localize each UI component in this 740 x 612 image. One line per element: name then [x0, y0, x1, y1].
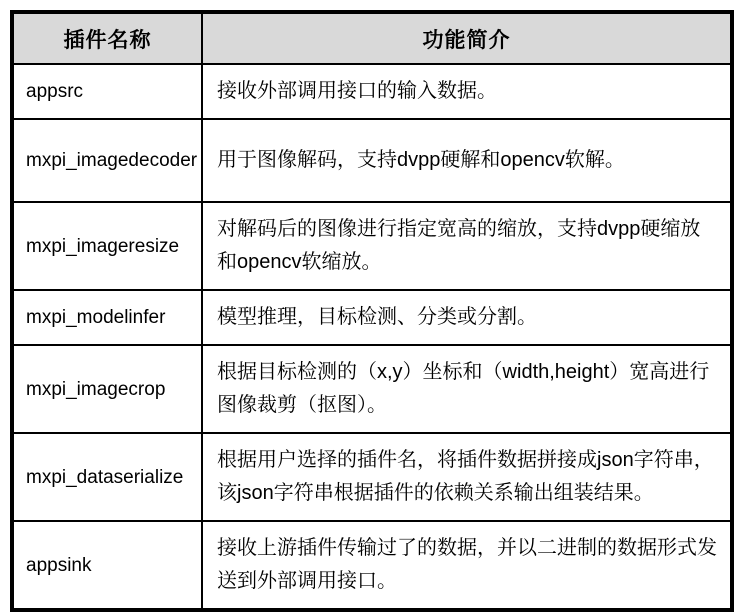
- plugin-name-cell: mxpi_dataserialize: [12, 433, 202, 521]
- column-header-function-summary: 功能简介: [202, 12, 732, 64]
- plugin-description-cell: 接收外部调用接口的输入数据。: [202, 64, 732, 119]
- table-row: [12, 521, 732, 610]
- plugin-description-cell: 根据用户选择的插件名，将插件数据拼接成json字符串，该json字符串根据插件的依赖关系输出组装结果。: [202, 433, 732, 521]
- plugin-name-cell: appsink: [12, 521, 202, 610]
- table-row: [12, 202, 732, 290]
- plugin-name-cell: mxpi_imageresize: [12, 202, 202, 290]
- plugin-name-cell: mxpi_modelinfer: [12, 290, 202, 345]
- plugin-name-cell: mxpi_imagedecoder: [12, 119, 202, 202]
- column-header-plugin-name: 插件名称: [12, 12, 202, 64]
- plugin-table-body: [12, 64, 732, 610]
- plugin-description-cell: 模型推理，目标检测、分类或分割。: [202, 290, 732, 345]
- plugin-description-cell: 用于图像解码，支持dvpp硬解和opencv软解。: [202, 119, 732, 202]
- plugin-description-cell: 接收上游插件传输过了的数据，并以二进制的数据形式发送到外部调用接口。: [202, 521, 732, 610]
- plugin-name-cell: mxpi_imagecrop: [12, 345, 202, 433]
- header-row: [12, 12, 732, 64]
- table-row: [12, 119, 732, 202]
- table-row: [12, 290, 732, 345]
- table-row: [12, 64, 732, 119]
- plugin-table: [10, 10, 734, 612]
- table-row: [12, 345, 732, 433]
- plugin-description-cell: 根据目标检测的（x,y）坐标和（width,height）宽高进行图像裁剪（抠图）。: [202, 345, 732, 433]
- plugin-description-cell: 对解码后的图像进行指定宽高的缩放，支持dvpp硬缩放和opencv软缩放。: [202, 202, 732, 290]
- table-row: [12, 433, 732, 521]
- plugin-name-cell: appsrc: [12, 64, 202, 119]
